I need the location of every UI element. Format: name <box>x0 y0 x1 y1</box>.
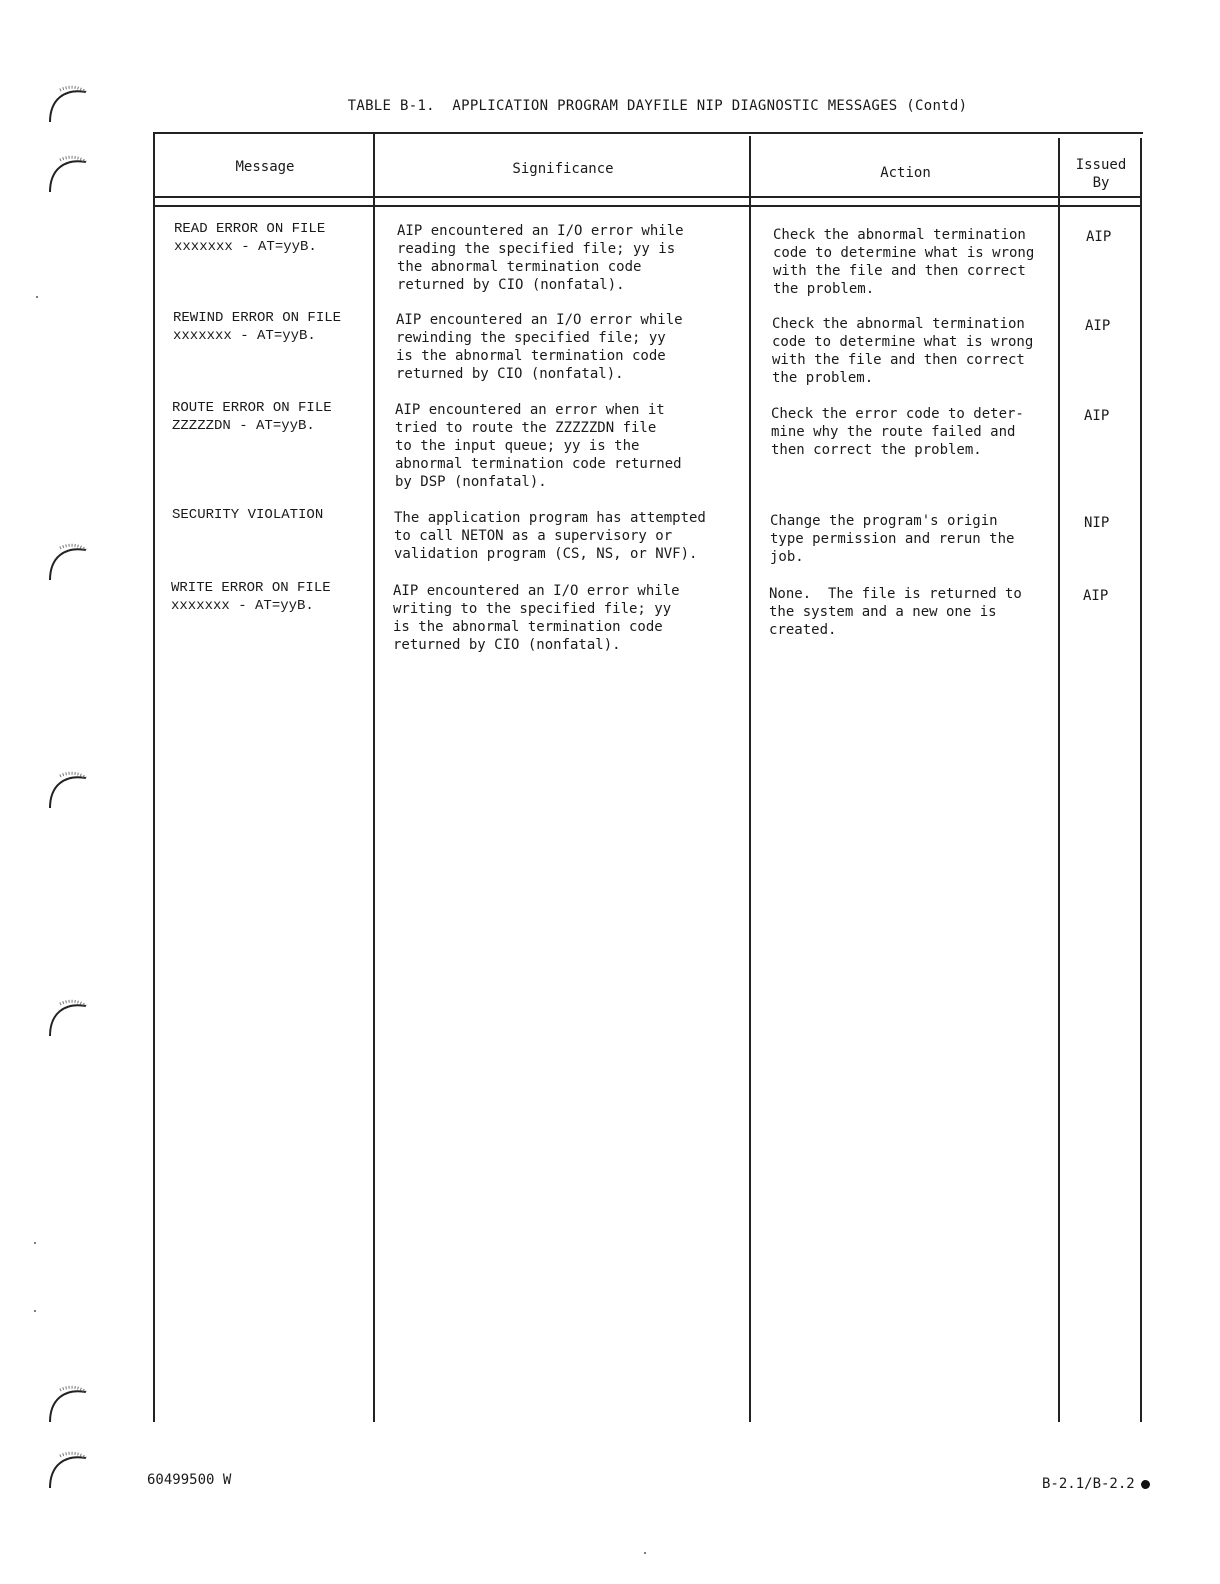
header-message: Message <box>235 159 295 175</box>
punch-hole-icon <box>46 1382 90 1426</box>
row-4-issued-by: NIP <box>1084 515 1110 531</box>
row-3-significance: AIP encountered an error when it tried to route the ZZZZZDN file to the input queue; yy is the abnormal termination code returned by DSP (nonfatal). <box>395 402 682 490</box>
scan-speck <box>644 1552 646 1554</box>
header-action: Action <box>880 165 931 181</box>
punch-hole-icon <box>46 768 90 812</box>
header-issued-by: Issued By <box>1075 157 1127 191</box>
col-divider-action <box>1058 138 1060 1422</box>
header-double-rule <box>155 205 1142 207</box>
row-5-action: None. The file is returned to the system and a new one is created. <box>769 586 1022 638</box>
row-4-significance: The application program has attempted to call NETON as a supervisory or validation program (CS, NS, or NVF). <box>394 510 706 562</box>
row-2-message: REWIND ERROR ON FILE xxxxxxx - AT=yyB. <box>173 310 342 344</box>
row-1-message: READ ERROR ON FILE xxxxxxx - AT=yyB. <box>174 221 326 255</box>
row-1-significance: AIP encountered an I/O error while reading the specified file; yy is the abnormal termination code returned by CIO (nonfatal). <box>397 223 684 293</box>
row-4-message: SECURITY VIOLATION <box>172 507 324 523</box>
row-1-issued-by: AIP <box>1086 229 1112 245</box>
punch-hole-icon <box>46 996 90 1040</box>
scan-speck <box>34 1242 36 1244</box>
col-divider-message <box>373 134 375 1422</box>
row-5-significance: AIP encountered an I/O error while writing to the specified file; yy is the abnormal termination code returned by CIO (nonfatal). <box>393 583 680 653</box>
row-3-action: Check the error code to deter- mine why the route failed and then correct the problem. <box>771 406 1024 458</box>
header-significance: Significance <box>512 161 614 177</box>
row-3-issued-by: AIP <box>1084 408 1110 424</box>
header-bottom-rule <box>155 196 1142 198</box>
row-4-action: Change the program's origin type permission and rerun the job. <box>770 513 1015 565</box>
row-2-significance: AIP encountered an I/O error while rewinding the specified file; yy is the abnormal termination code returned by CIO (nonfatal). <box>396 312 683 382</box>
col-divider-right <box>1140 138 1142 1422</box>
punch-hole-icon <box>46 1448 90 1492</box>
row-3-message: ROUTE ERROR ON FILE ZZZZZDN - AT=yyB. <box>172 400 332 434</box>
punch-hole-icon <box>46 82 90 126</box>
col-divider-left <box>153 132 155 1422</box>
document-number: 60499500 W <box>147 1472 232 1488</box>
row-5-message: WRITE ERROR ON FILE xxxxxxx - AT=yyB. <box>171 580 331 614</box>
change-bar-dot <box>1141 1480 1150 1489</box>
table-title: TABLE B-1. APPLICATION PROGRAM DAYFILE NIP DIAGNOSTIC MESSAGES (Contd) <box>347 98 968 114</box>
scan-speck <box>34 1310 36 1312</box>
table-top-rule <box>153 132 1143 134</box>
page-number-text: B-2.1/B-2.2 <box>1042 1476 1135 1492</box>
row-5-issued-by: AIP <box>1083 588 1109 604</box>
punch-hole-icon <box>46 152 90 196</box>
punch-hole-icon <box>46 540 90 584</box>
col-divider-significance <box>749 136 751 1422</box>
row-2-action: Check the abnormal termination code to determine what is wrong with the file and then correct the problem. <box>772 316 1034 386</box>
row-2-issued-by: AIP <box>1085 318 1111 334</box>
scan-speck <box>36 296 38 298</box>
page-number <box>1042 1476 1150 1492</box>
row-1-action: Check the abnormal termination code to determine what is wrong with the file and then correct the problem. <box>773 227 1035 297</box>
